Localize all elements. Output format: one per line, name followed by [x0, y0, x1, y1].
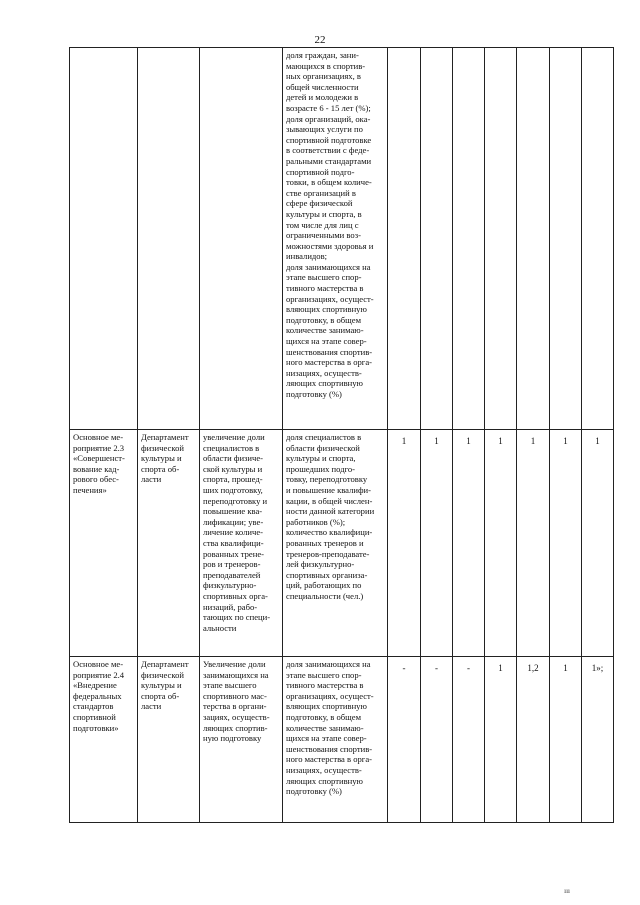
table-row [70, 657, 614, 823]
activity-cell [70, 48, 138, 430]
value-cell: 1 [485, 657, 517, 823]
result-cell: Увеличение доли занимающихся на этапе высшего спортивного мас- терства в органи- зациях, осуществ- ляющих спортив- ную подготовку [200, 657, 283, 823]
value-cell: - [421, 657, 453, 823]
value-cell: 1 [550, 430, 582, 657]
indicators-cell: доля специалистов в области физической культуры и спорта, прошедших подго- товку, переподготовку и повышение квалифи- кации, в общей числен- ности данной категории работников (%); количество квалифици- рованных тренеров и тренеров-преподавате- лей физкультурно- спортивных организа- ций, работающих по специальности (чел.) [283, 430, 388, 657]
executor-cell [138, 48, 200, 430]
result-cell [200, 48, 283, 430]
activity-cell: Основное ме- роприятие 2.4 «Внедрение федеральных стандартов спортивной подготовки» [70, 657, 138, 823]
indicators-cell: доля занимающихся на этапе высшего спор- тивного мастерства в организациях, осущест- вляющих спортивную подготовку, в общем количестве занимаю- щихся на этапе совер- шенствования спортив- ного мастерства в орга- низациях, осуществ- ляющих спортивную подготовку (%) [283, 657, 388, 823]
value-cell: 1 [582, 430, 614, 657]
value-cell: 1 [388, 430, 421, 657]
value-cell [517, 48, 550, 430]
indicators-cell: доля граждан, зани- мающихся в спортив- ных организациях, в общей численности детей и молодежи в возрасте 6 - 15 лет (%); доля организаций, ока- зывающих услуги по спортивной подготовке в соответствии с феде- ральными стандартами спортивной подго- товки, в общем количе- стве организаций в сфере физической культуры и спорта, в том числе для лиц с ограниченными воз- можностями здоровья и инвалидов; доля занимающихся на этапе высшего спор- тивного мастерства в организациях, осущест- вляющих спортивную подготовку, в общем количестве занимаю- щихся на этапе совер- шенствования спортив- ного мастерства в орга- низациях, осуществ- ляющих спортивную подготовку (%) [283, 48, 388, 430]
value-cell: 1 [421, 430, 453, 657]
value-cell [485, 48, 517, 430]
value-cell: - [453, 657, 485, 823]
value-cell [453, 48, 485, 430]
page-number: 22 [314, 34, 326, 46]
value-cell [582, 48, 614, 430]
value-cell: 1 [550, 657, 582, 823]
value-cell: 1»; [582, 657, 614, 823]
executor-cell: Департамент физической культуры и спорта об- ласти [138, 657, 200, 823]
value-cell [388, 48, 421, 430]
result-cell: увеличение доли специалистов в области физиче- ской культуры и спорта, прошед- ших подготовку, переподготовку и повышение ква- лификации; уве- личение количе- ства квалифици- рованных трене- ров и тренеров- преподавателей физкультурно- спортивных орга- низаций, рабо- тающих по специ- альности [200, 430, 283, 657]
table-row [70, 48, 614, 430]
value-cell [550, 48, 582, 430]
activity-cell: Основное ме- роприятие 2.3 «Совершенст- вование кад- рового обес- печения» [70, 430, 138, 657]
value-cell: 1,2 [517, 657, 550, 823]
executor-cell: Департамент физической культуры и спорта об- ласти [138, 430, 200, 657]
value-cell: 1 [453, 430, 485, 657]
value-cell [421, 48, 453, 430]
footer-mark: ııı [564, 887, 570, 895]
value-cell: 1 [517, 430, 550, 657]
table-row [70, 430, 614, 657]
value-cell: - [388, 657, 421, 823]
program-table [69, 47, 614, 823]
value-cell: 1 [485, 430, 517, 657]
